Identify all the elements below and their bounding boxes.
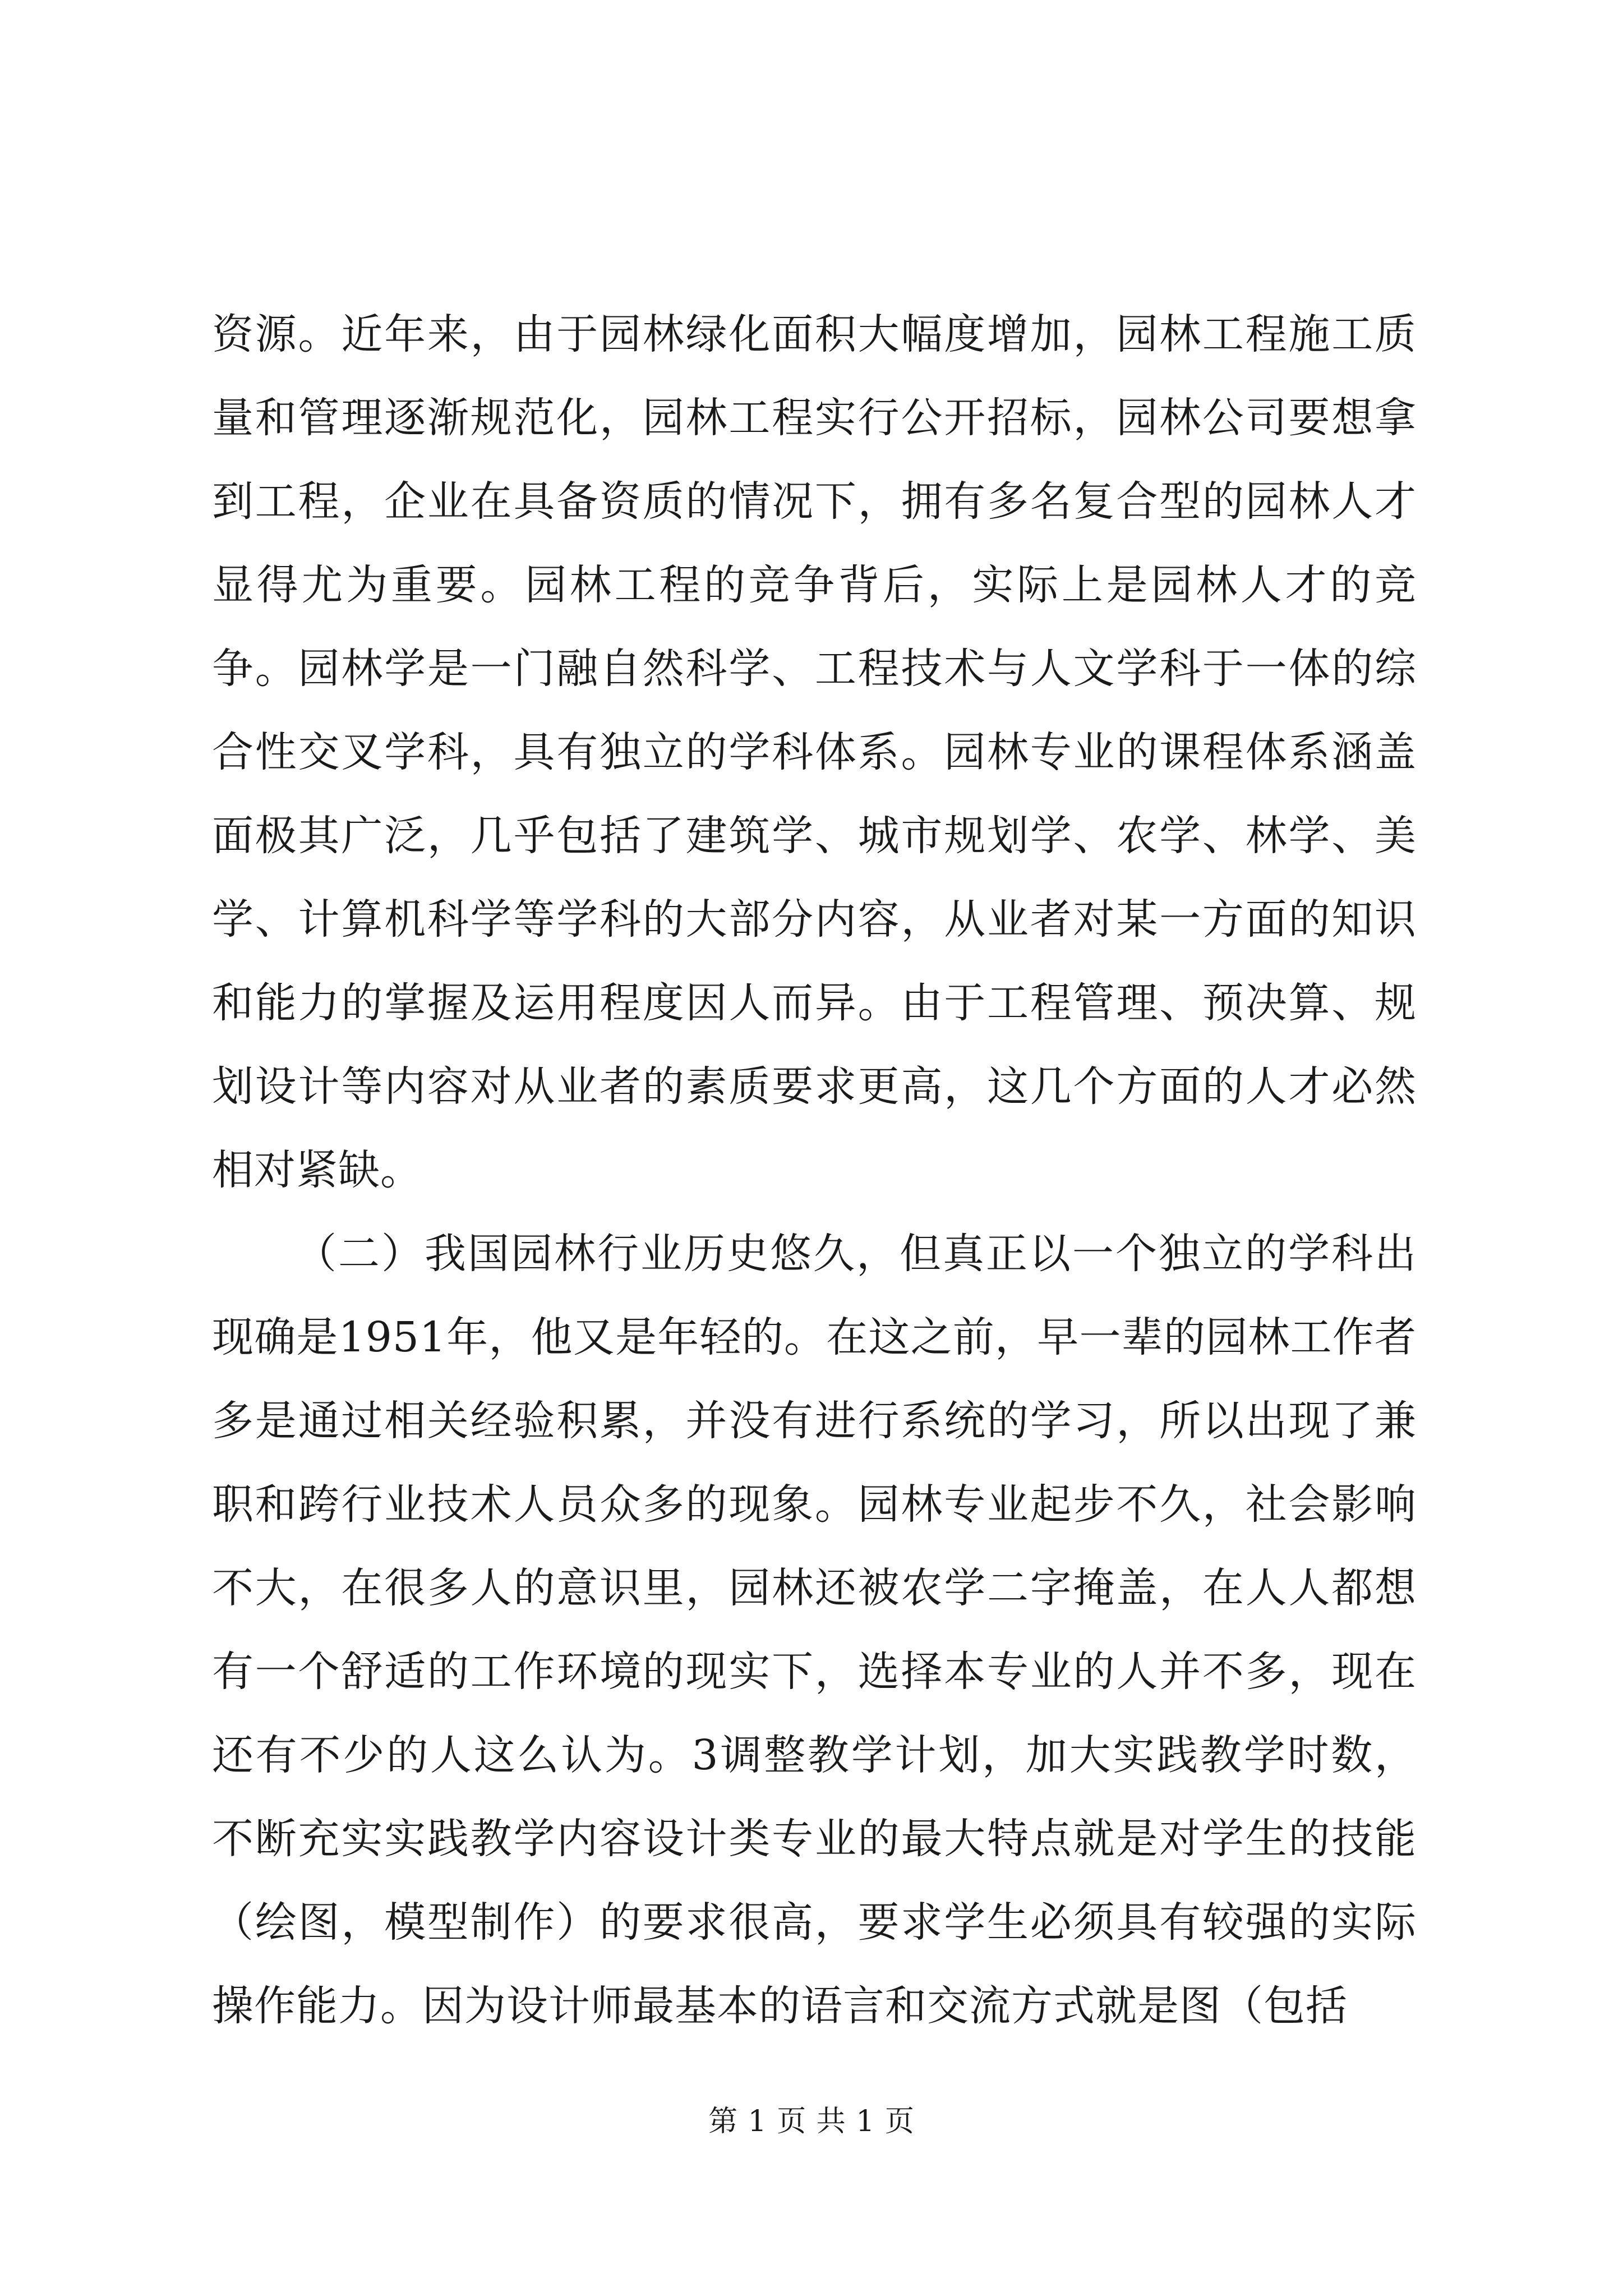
page-footer: 第 1 页 共 1 页: [708, 2105, 915, 2138]
body-text: [212, 293, 1417, 2048]
paragraph-continuation: 资源。近年来，由于园林绿化面积大幅度增加，园林工程施工质量和管理逐渐规范化，园林工程实行公开招标，园林公司要想拿到工程，企业在具备资质的情况下，拥有多名复合型的园林人才显得尤为重要。园林工程的竞争背后，实际上是园林人才的竞争。园林学是一门融自然科学、工程技术与人文学科于一体的综合性交叉学科，具有独立的学科体系。园林专业的课程体系涵盖面极其广泛，几乎包括了建筑学、城市规划学、农学、林学、美学、计算机科学等学科的大部分内容，从业者对某一方面的知识和能力的掌握及运用程度因人而异。由于工程管理、预决算、规划设计等内容对从业者的素质要求更高，这几个方面的人才必然相对紧缺。: [212, 310, 1417, 1194]
paragraph-section-two: （二）我国园林行业历史悠久，但真正以一个独立的学科出现确是1951年，他又是年轻的。在这之前，早一辈的园林工作者多是通过相关经验积累，并没有进行系统的学习，所以出现了兼职和跨行业技术人员众多的现象。园林专业起步不久，社会影响不大，在很多人的意识里，园林还被农学二字掩盖，在人人都想有一个舒适的工作环境的现实下，选择本专业的人并不多，现在还有不少的人这么认为。3调整教学计划，加大实践教学时数，不断充实实践教学内容设计类专业的最大特点就是对学生的技能（绘图，模型制作）的要求很高，要求学生必须具有较强的实际操作能力。因为设计师最基本的语言和交流方式就是图（包括: [212, 1230, 1417, 2030]
